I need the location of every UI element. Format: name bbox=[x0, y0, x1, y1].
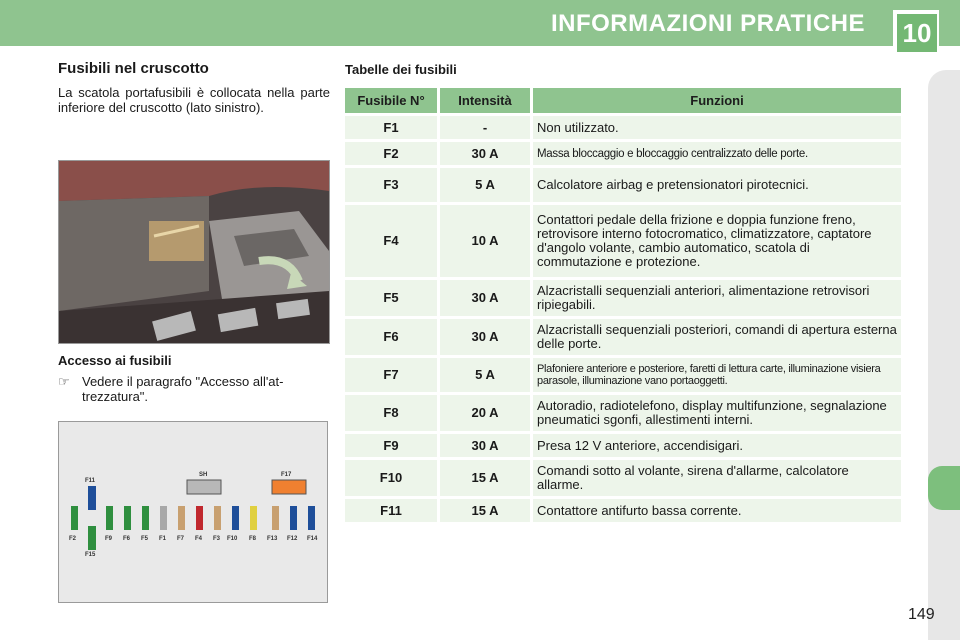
diagram-label: F10 bbox=[227, 536, 238, 542]
fuse-amperage: 15 A bbox=[440, 460, 530, 496]
fuse-f9 bbox=[106, 506, 113, 530]
table-header-row bbox=[345, 88, 901, 113]
header-bar bbox=[0, 0, 960, 46]
fuse-function: Calcolatore airbag e pretensionatori pirotecnici. bbox=[533, 168, 901, 202]
diagram-label: F9 bbox=[105, 536, 113, 542]
fuse-diagram-svg bbox=[59, 422, 327, 602]
chapter-tab[interactable] bbox=[928, 466, 960, 510]
fuse-number: F2 bbox=[345, 142, 437, 165]
table-row bbox=[345, 116, 901, 139]
diagram-label: F17 bbox=[281, 472, 292, 478]
table-row bbox=[345, 319, 901, 355]
fuse-function: Contattori pedale della frizione e doppia funzione freno, retrovisore interno fotocromatico, climatizzatore, captatore d'angolo volante, cambio automatico, scatola di commutazione e protezione. bbox=[533, 205, 901, 277]
fuse-function: Autoradio, radiotelefono, display multifunzione, segnalazione pneumatici sgonfi, allestimenti interni. bbox=[533, 395, 901, 431]
fuse-f11 bbox=[88, 486, 96, 510]
fuse-f13 bbox=[272, 506, 279, 530]
diagram-label: F2 bbox=[69, 536, 77, 542]
fuse-f5 bbox=[142, 506, 149, 530]
fuse-number: F4 bbox=[345, 205, 437, 277]
fuse-number: F8 bbox=[345, 395, 437, 431]
table-row bbox=[345, 168, 901, 202]
fuse-f4 bbox=[196, 506, 203, 530]
fuse-function: Non utilizzato. bbox=[533, 116, 901, 139]
fuse-function: Massa bloccaggio e bloccaggio centralizzato delle porte. bbox=[533, 142, 901, 165]
fuse-sh bbox=[187, 480, 221, 494]
fuse-f14 bbox=[308, 506, 315, 530]
table-row bbox=[345, 460, 901, 496]
fuse-number: F3 bbox=[345, 168, 437, 202]
pointing-hand-icon: ☞ bbox=[58, 374, 70, 389]
fuse-amperage: 30 A bbox=[440, 142, 530, 165]
fuse-function: Alzacristalli sequenziali anteriori, alimentazione retrovisori ripiegabili. bbox=[533, 280, 901, 316]
access-instruction bbox=[58, 374, 328, 404]
fuse-amperage: 30 A bbox=[440, 434, 530, 457]
fuse-f1 bbox=[160, 506, 167, 530]
fuse-f12 bbox=[290, 506, 297, 530]
fuse-number: F11 bbox=[345, 499, 437, 522]
column-header: Intensità bbox=[440, 88, 530, 113]
diagram-label: F1 bbox=[159, 536, 167, 542]
page-number: 149 bbox=[908, 606, 935, 623]
fuse-amperage: 5 A bbox=[440, 358, 530, 392]
diagram-label: F5 bbox=[141, 536, 149, 542]
fuse-f6 bbox=[124, 506, 131, 530]
diagram-label: SH bbox=[199, 472, 208, 478]
fuse-function: Presa 12 V anteriore, accendisigari. bbox=[533, 434, 901, 457]
fuse-function: Alzacristalli sequenziali posteriori, comandi di apertura esterna delle porte. bbox=[533, 319, 901, 355]
fuse-number: F9 bbox=[345, 434, 437, 457]
fuse-f8 bbox=[250, 506, 257, 530]
table-row bbox=[345, 280, 901, 316]
access-title: Accesso ai fusibili bbox=[58, 353, 172, 368]
column-header: Fusibile N° bbox=[345, 88, 437, 113]
fuse-amperage: 5 A bbox=[440, 168, 530, 202]
fuse-f7 bbox=[178, 506, 185, 530]
dashboard-photo-illustration bbox=[59, 161, 329, 343]
fuse-f15 bbox=[88, 526, 96, 550]
left-column bbox=[58, 60, 330, 115]
diagram-label: F7 bbox=[177, 536, 185, 542]
fuse-f2 bbox=[71, 506, 78, 530]
column-header: Funzioni bbox=[533, 88, 901, 113]
fuse-f3 bbox=[214, 506, 221, 530]
fuse-table bbox=[342, 85, 904, 525]
table-row bbox=[345, 395, 901, 431]
diagram-label: F3 bbox=[213, 536, 221, 542]
tables-title: Tabelle dei fusibili bbox=[345, 62, 457, 77]
fuse-number: F6 bbox=[345, 319, 437, 355]
fuse-amperage: 30 A bbox=[440, 319, 530, 355]
diagram-label: F15 bbox=[85, 552, 96, 558]
table-row bbox=[345, 434, 901, 457]
fuse-amperage: - bbox=[440, 116, 530, 139]
diagram-label: F4 bbox=[195, 536, 203, 542]
diagram-label: F8 bbox=[249, 536, 257, 542]
diagram-label: F11 bbox=[85, 478, 96, 484]
fuse-f17 bbox=[272, 480, 306, 494]
side-strip bbox=[928, 70, 960, 640]
fuse-number: F10 bbox=[345, 460, 437, 496]
diagram-label: F14 bbox=[307, 536, 318, 542]
fuse-amperage: 30 A bbox=[440, 280, 530, 316]
fuse-number: F7 bbox=[345, 358, 437, 392]
diagram-label: F6 bbox=[123, 536, 131, 542]
section-title: Fusibili nel cruscotto bbox=[58, 60, 209, 77]
table-row bbox=[345, 142, 901, 165]
diagram-label: F13 bbox=[267, 536, 278, 542]
fuse-box-diagram bbox=[58, 421, 328, 603]
diagram-label: F12 bbox=[287, 536, 298, 542]
fuse-function: Plafoniere anteriore e posteriore, faretti di lettura carte, illuminazione visiera parasole, illuminazione vano portaoggetti. bbox=[533, 358, 901, 392]
fuse-amperage: 10 A bbox=[440, 205, 530, 277]
fuse-function: Contattore antifurto bassa corrente. bbox=[533, 499, 901, 522]
fuse-function: Comandi sotto al volante, sirena d'allarme, calcolatore allarme. bbox=[533, 460, 901, 496]
table-row bbox=[345, 358, 901, 392]
access-instruction-text: Vedere il paragrafo "Accesso all'at- trezzatura". bbox=[82, 374, 284, 404]
fuse-number: F5 bbox=[345, 280, 437, 316]
fuse-amperage: 20 A bbox=[440, 395, 530, 431]
fuse-amperage: 15 A bbox=[440, 499, 530, 522]
intro-paragraph: La scatola portafusibili è collocata nella parte inferiore del cruscotto (lato sinistro). bbox=[58, 85, 330, 115]
chapter-number: 10 bbox=[897, 14, 937, 52]
fuse-f10 bbox=[232, 506, 239, 530]
table-row bbox=[345, 499, 901, 522]
page-title: INFORMAZIONI PRATICHE bbox=[550, 10, 865, 37]
table-row bbox=[345, 205, 901, 277]
dashboard-photo bbox=[58, 160, 330, 344]
fuse-number: F1 bbox=[345, 116, 437, 139]
